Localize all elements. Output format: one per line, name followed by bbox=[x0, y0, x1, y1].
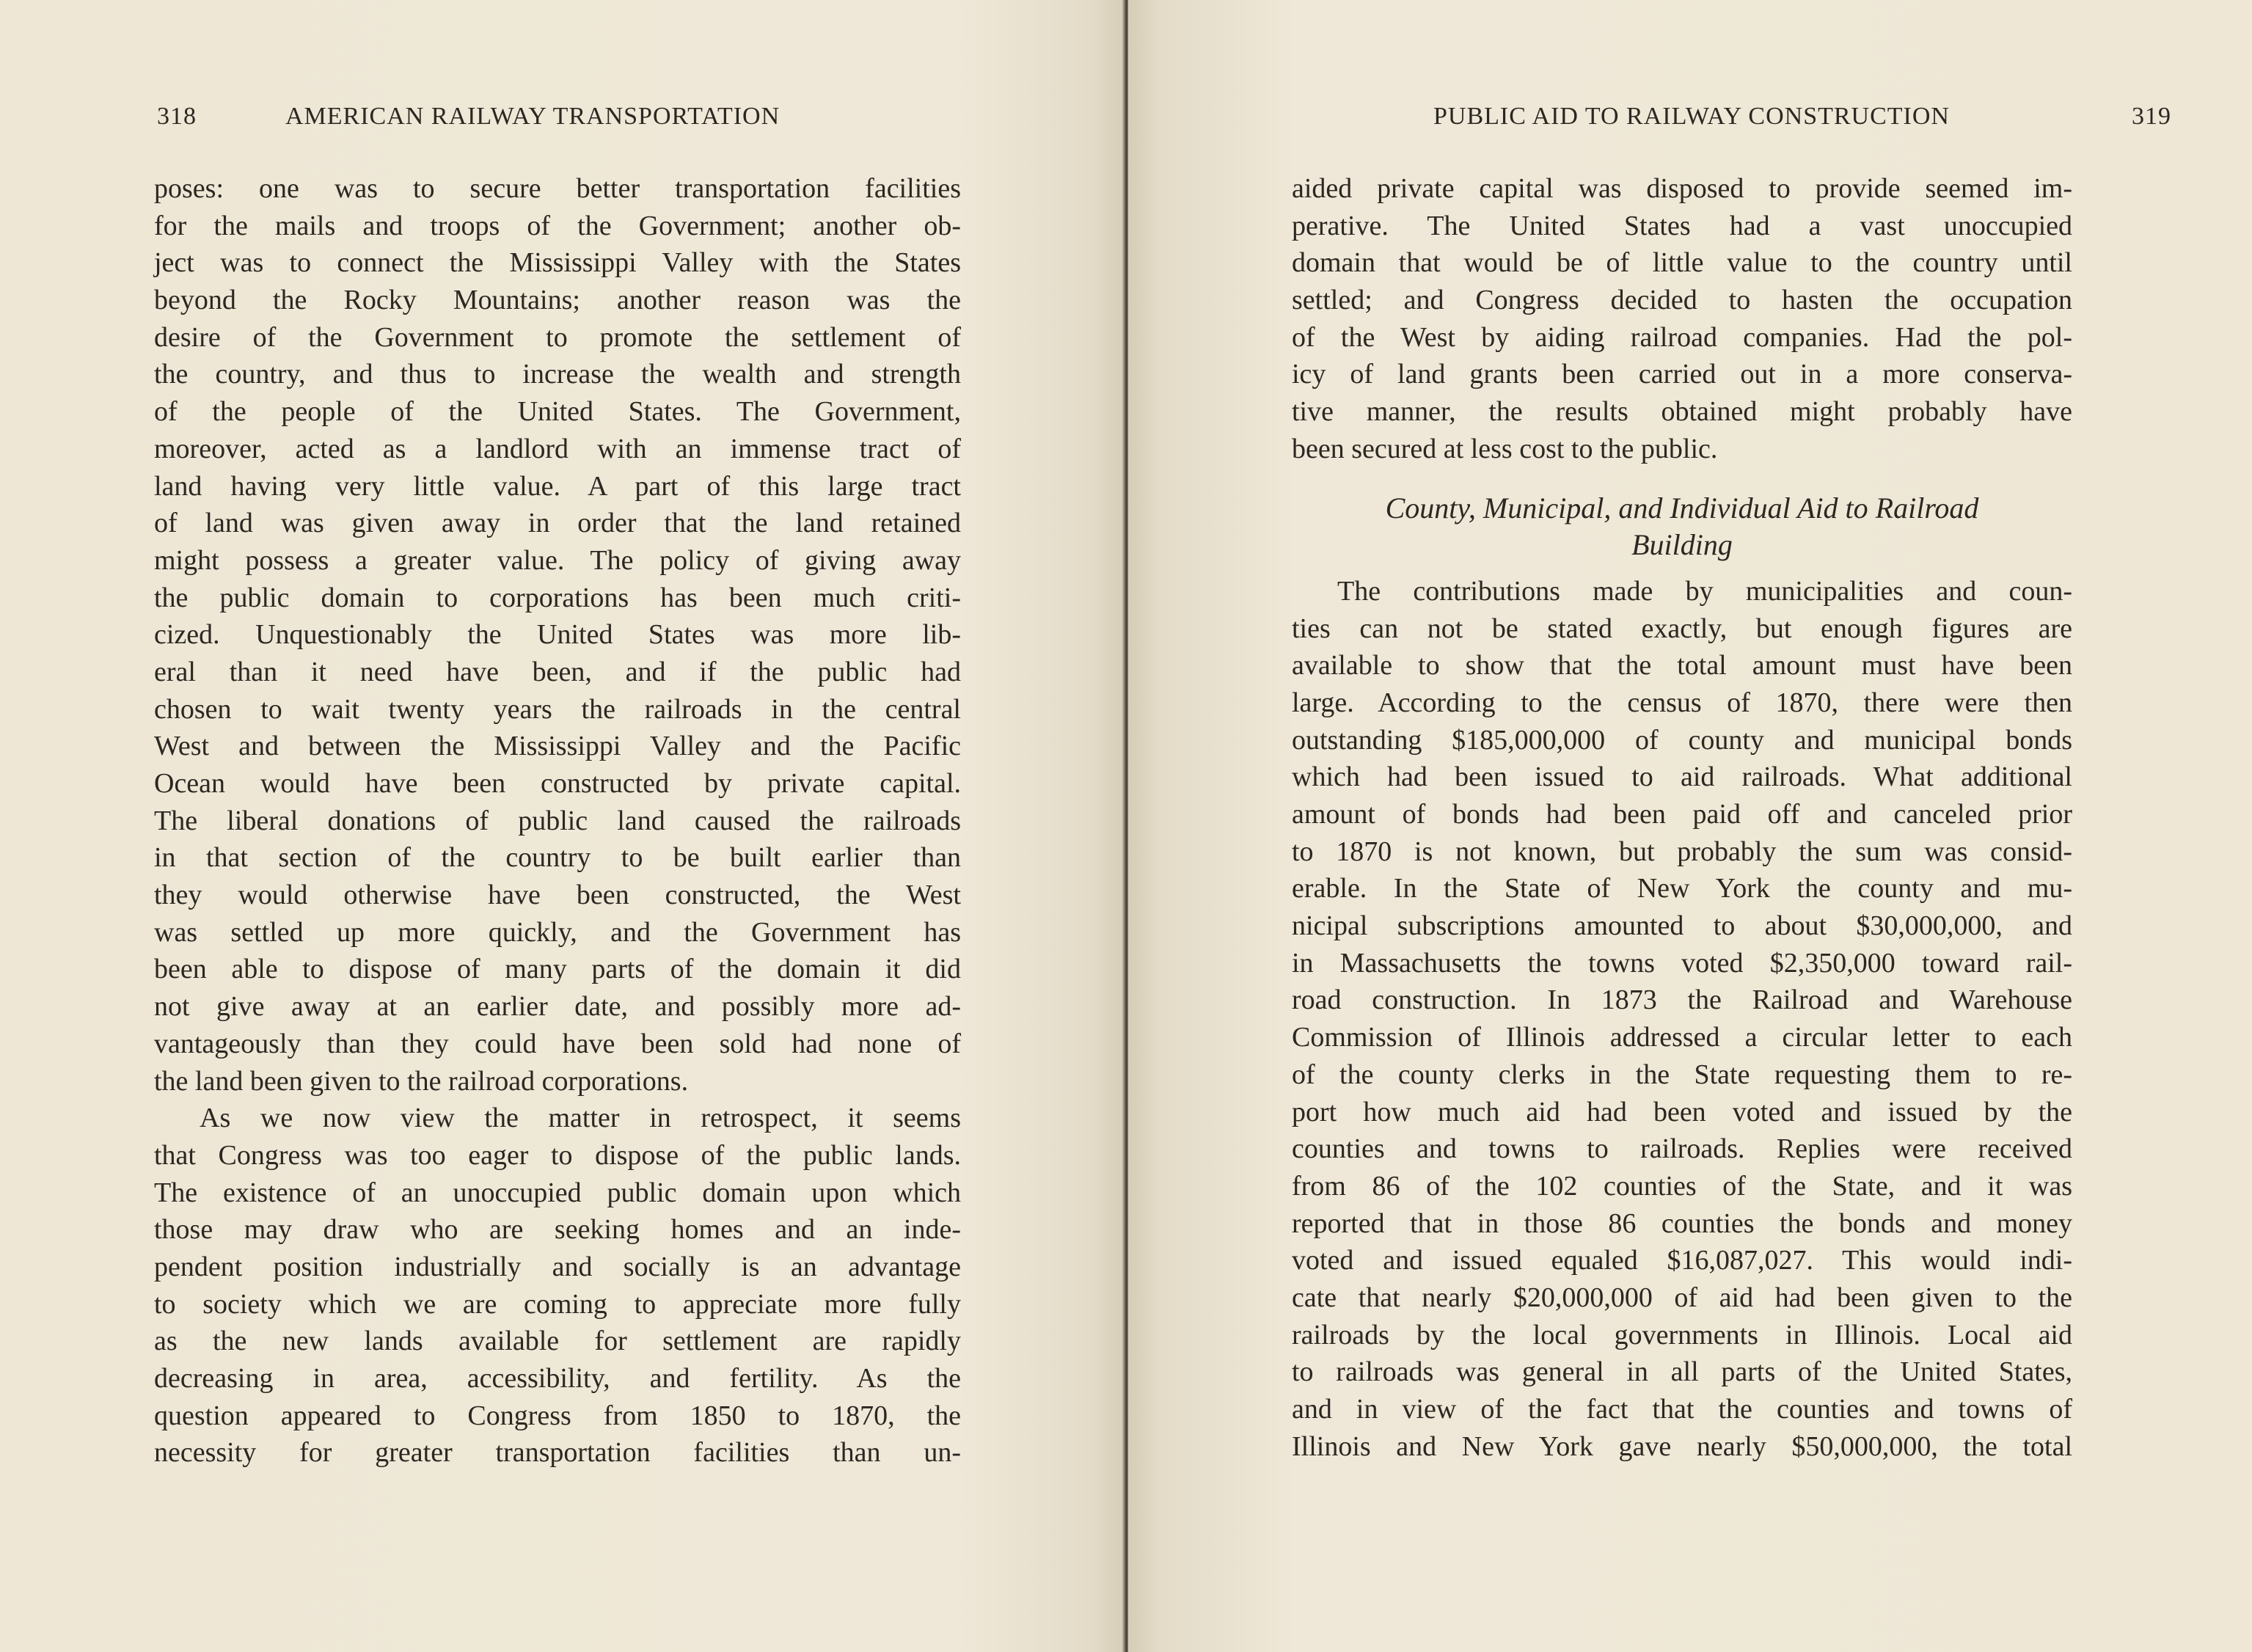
text-line: cate that nearly $20,000,000 of aid had been given to the bbox=[1292, 1282, 2072, 1313]
text-line: West and between the Mississippi Valley and the Pacific bbox=[154, 731, 961, 762]
left-page-header bbox=[157, 103, 964, 139]
text-line: As we now view the matter in retrospect, it seems bbox=[200, 1103, 961, 1134]
right-page-body bbox=[1292, 170, 2072, 1465]
text-line: beyond the Rocky Mountains; another reason was the bbox=[154, 285, 961, 316]
right-page bbox=[1128, 0, 2252, 1652]
text-line: ject was to connect the Mississippi Valley with the States bbox=[154, 247, 961, 279]
text-line: available to show that the total amount must have been bbox=[1292, 650, 2072, 681]
text-line: The contributions made by municipalities and coun- bbox=[1337, 575, 2072, 607]
text-line: settled; and Congress decided to hasten the occupation bbox=[1292, 285, 2072, 316]
text-line: icy of land grants been carried out in a more conserva- bbox=[1292, 359, 2072, 390]
text-line: to society which we are coming to appreciate more fully bbox=[154, 1288, 961, 1320]
text-line: question appeared to Congress from 1850 to 1870, the bbox=[154, 1400, 961, 1431]
text-line: counties and towns to railroads. Replies were received bbox=[1292, 1133, 2072, 1165]
subheading-line: County, Municipal, and Individual Aid to Railroad bbox=[1385, 491, 1979, 525]
text-line: in Massachusetts the towns voted $2,350,000 toward rail- bbox=[1292, 947, 2072, 979]
text-line: nicipal subscriptions amounted to about $30,000,000, and bbox=[1292, 910, 2072, 942]
text-line: Illinois and New York gave nearly $50,000,000, the total bbox=[1292, 1430, 2072, 1462]
text-line: eral than it need have been, and if the public had bbox=[154, 656, 961, 687]
section-subheading bbox=[1292, 490, 2072, 564]
text-line: desire of the Government to promote the settlement of bbox=[154, 321, 961, 353]
text-line: erable. In the State of New York the county and mu- bbox=[1292, 873, 2072, 904]
text-line: large. According to the census of 1870, there were then bbox=[1292, 687, 2072, 718]
text-line: might possess a greater value. The policy of giving away bbox=[154, 544, 961, 576]
text-line: Commission of Illinois addressed a circular letter to each bbox=[1292, 1022, 2072, 1053]
text-line: outstanding $185,000,000 of county and municipal bonds bbox=[1292, 724, 2072, 756]
running-title: PUBLIC AID TO RAILWAY CONSTRUCTION bbox=[1433, 103, 1950, 130]
text-line: poses: one was to secure better transportation facilities bbox=[154, 173, 961, 204]
text-line: those may draw who are seeking homes and an inde- bbox=[154, 1214, 961, 1246]
text-line: the land been given to the railroad corporations. bbox=[154, 1065, 689, 1097]
text-line: vantageously than they could have been sold had none of bbox=[154, 1028, 961, 1059]
text-line: land having very little value. A part of this large tract bbox=[154, 470, 961, 502]
text-line: domain that would be of little value to the country until bbox=[1292, 247, 2072, 279]
text-line: the public domain to corporations has been much criti- bbox=[154, 582, 961, 613]
text-line: not give away at an earlier date, and possibly more ad- bbox=[154, 991, 961, 1023]
text-line: for the mails and troops of the Government; another ob- bbox=[154, 210, 961, 241]
left-page-body bbox=[154, 170, 961, 1472]
running-title: AMERICAN RAILWAY TRANSPORTATION bbox=[285, 103, 780, 130]
text-line: to 1870 is not known, but probably the sum was consid- bbox=[1292, 836, 2072, 867]
text-line: of the West by aiding railroad companies. Had the pol- bbox=[1292, 321, 2072, 353]
text-line: port how much aid had been voted and issued by the bbox=[1292, 1096, 2072, 1127]
text-line: chosen to wait twenty years the railroads in the central bbox=[154, 693, 961, 725]
text-line: was settled up more quickly, and the Government has bbox=[154, 916, 961, 948]
text-line: to railroads was general in all parts of the United States, bbox=[1292, 1356, 2072, 1388]
text-line: decreasing in area, accessibility, and fertility. As the bbox=[154, 1363, 961, 1394]
text-line: that Congress was too eager to dispose of the public lands. bbox=[154, 1139, 961, 1171]
text-line: amount of bonds had been paid off and canceled prior bbox=[1292, 799, 2072, 830]
text-line: in that section of the country to be built earlier than bbox=[154, 842, 961, 874]
text-line: ties can not be stated exactly, but enough figures are bbox=[1292, 613, 2072, 644]
text-line: railroads by the local governments in Illinois. Local aid bbox=[1292, 1319, 2072, 1351]
text-line: as the new lands available for settlement are rapidly bbox=[154, 1326, 961, 1357]
text-line: the country, and thus to increase the wealth and strength bbox=[154, 359, 961, 390]
text-line: which had been issued to aid railroads. What additional bbox=[1292, 761, 2072, 793]
subheading-line: Building bbox=[1631, 528, 1733, 562]
text-line: road construction. In 1873 the Railroad and Warehouse bbox=[1292, 984, 2072, 1016]
text-line: aided private capital was disposed to provide seemed im- bbox=[1292, 173, 2072, 204]
text-line: reported that in those 86 counties the bonds and money bbox=[1292, 1207, 2072, 1239]
text-line: of the county clerks in the State requesting them to re- bbox=[1292, 1059, 2072, 1090]
text-line: been able to dispose of many parts of the domain it did bbox=[154, 954, 961, 985]
text-line: voted and issued equaled $16,087,027. This would indi- bbox=[1292, 1245, 2072, 1276]
text-line: and in view of the fact that the counties and towns of bbox=[1292, 1394, 2072, 1425]
spacer bbox=[1292, 564, 2072, 573]
text-line: they would otherwise have been constructed, the West bbox=[154, 880, 961, 911]
text-line: of the people of the United States. The Government, bbox=[154, 396, 961, 428]
text-line: Ocean would have been constructed by private capital. bbox=[154, 768, 961, 799]
text-line: of land was given away in order that the land retained bbox=[154, 508, 961, 539]
text-line: cized. Unquestionably the United States was more lib- bbox=[154, 619, 961, 651]
text-line: tive manner, the results obtained might probably have bbox=[1292, 396, 2072, 428]
text-line: The existence of an unoccupied public domain upon which bbox=[154, 1177, 961, 1208]
text-line: necessity for greater transportation facilities than un- bbox=[154, 1437, 961, 1469]
text-line: The liberal donations of public land caused the railroads bbox=[154, 805, 961, 836]
spacer bbox=[1292, 468, 2072, 490]
page-number: 318 bbox=[157, 103, 197, 130]
text-line: perative. The United States had a vast unoccupied bbox=[1292, 210, 2072, 241]
text-line: moreover, acted as a landlord with an immense tract of bbox=[154, 433, 961, 464]
text-line: from 86 of the 102 counties of the State, and it was bbox=[1292, 1170, 2072, 1202]
page-number: 319 bbox=[2132, 103, 2171, 130]
text-line: been secured at less cost to the public. bbox=[1292, 433, 1718, 464]
text-line: pendent position industrially and socially is an advantage bbox=[154, 1251, 961, 1282]
left-page bbox=[0, 0, 1124, 1652]
right-page-header bbox=[1401, 103, 2171, 139]
